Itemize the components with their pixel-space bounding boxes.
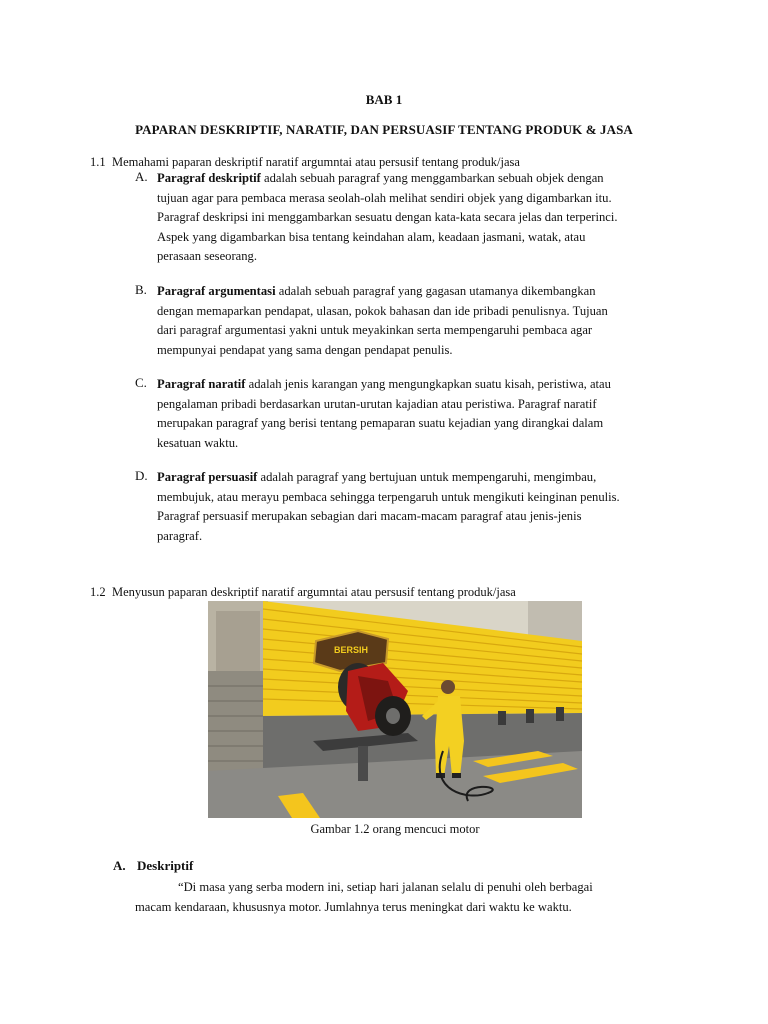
item-body <box>157 169 678 267</box>
item-letter: C. <box>135 375 147 390</box>
section-2-text: Menyusun paparan deskriptif naratif argumntai atau persusif tentang produk/jasa <box>112 585 516 599</box>
figure-caption: Gambar 1.2 orang mencuci motor <box>310 822 480 836</box>
item-line: Paragraf deskripsi ini menggambarkan sesuatu dengan kata-kata secara jelas dan terperinci. <box>157 210 618 224</box>
subsection-letter: A. <box>113 858 126 873</box>
item-letter: A. <box>135 169 148 184</box>
section-2-number: 1.2 <box>90 585 106 599</box>
item-line: adalah sebuah paragraf yang menggambarkan sebuah objek dengan <box>260 171 604 185</box>
item-letter: D. <box>135 468 148 483</box>
subsection-heading <box>113 858 193 874</box>
item-line: tujuan agar para pembaca merasa seolah-olah melihat sendiri objek yang digambarkan itu. <box>157 190 612 205</box>
item-line: pengalaman pribadi berdasarkan urutan-urutan kajadian atau peristiwa. Paragraf naratif <box>157 396 597 411</box>
item-line: adalah paragraf yang bertujuan untuk mempengaruhi, mengimbau, <box>257 470 597 484</box>
photo-illustration <box>208 601 582 818</box>
sign-text: BERSIH <box>333 645 369 655</box>
item-line: Paragraf persuasif merupakan sebagian dari macam-macam paragraf atau jenis-jenis <box>157 509 582 523</box>
motorcycle-wash-photo <box>208 601 582 818</box>
subsection-title: Deskriptif <box>137 858 194 873</box>
item-body <box>157 375 678 453</box>
section-1-text: Memahami paparan deskriptif naratif argumntai atau persusif tentang produk/jasa <box>112 155 520 169</box>
paragraph-line: macam kendaraan, khususnya motor. Jumlahnya terus meningkat dari waktu ke waktu. <box>135 900 572 914</box>
item-line: dari paragraf argumentasi yakni untuk meyakinkan serta mempengaruhi pembaca agar <box>157 323 593 337</box>
item-line: merupakan paragraf yang berisi tentang pemaparan suatu kejadian yang dirangkai dalam <box>157 416 604 430</box>
item-line: membujuk, atau merayu pembaca sehingga terpengaruh untuk mengikuti keinginan penulis. <box>157 489 620 504</box>
item-term: Paragraf naratif <box>157 377 246 391</box>
item-line: perasaan seseorang. <box>157 249 257 263</box>
item-line: dengan memaparkan pendapat, ulasan, pokok bahasan dan ide pribadi penulisnya. Tujuan <box>157 303 608 318</box>
item-term: Paragraf deskriptif <box>157 171 261 185</box>
item-line: mempunyai pendapat yang sama dengan pendapat penulis. <box>157 342 453 357</box>
descriptive-paragraph <box>135 877 678 917</box>
item-persuasive <box>135 468 678 546</box>
item-narrative <box>135 375 678 453</box>
item-line: adalah jenis karangan yang mengungkapkan suatu kisah, peristiwa, atau <box>245 377 611 391</box>
paragraph-line: “Di masa yang serba modern ini, setiap hari jalanan selalu di penuhi oleh berbagai <box>178 880 593 894</box>
item-body <box>157 282 678 360</box>
item-line: Aspek yang digambarkan bisa tentang keindahan alam, keadaan jasmani, watak, atau <box>157 229 586 244</box>
item-body <box>157 468 678 546</box>
item-letter: B. <box>135 282 147 297</box>
item-descriptive <box>135 169 678 267</box>
item-line: adalah sebuah paragraf yang gagasan utamanya dikembangkan <box>275 284 596 298</box>
chapter-heading: BAB 1 <box>365 92 403 107</box>
section-1-heading <box>90 155 520 170</box>
item-line: paragraf. <box>157 528 203 543</box>
item-argumentation <box>135 282 678 360</box>
item-term: Paragraf persuasif <box>157 470 258 484</box>
section-1-number: 1.1 <box>90 155 106 169</box>
item-term: Paragraf argumentasi <box>157 284 276 298</box>
section-2-heading <box>90 585 516 600</box>
item-line: kesatuan waktu. <box>157 435 239 450</box>
document-title: PAPARAN DESKRIPTIF, NARATIF, DAN PERSUASIF TENTANG PRODUK & JASA <box>135 122 633 137</box>
